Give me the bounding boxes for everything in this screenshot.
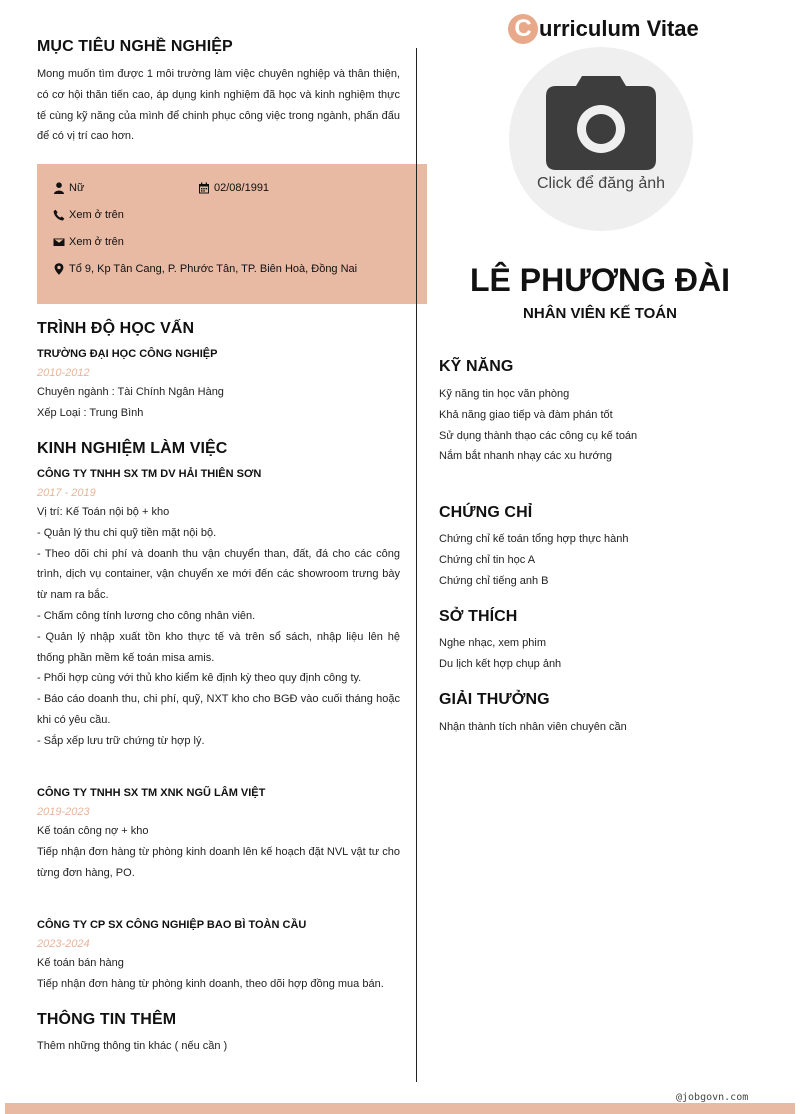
school-name: TRƯỜNG ĐẠI HỌC CÔNG NGHIỆP bbox=[37, 348, 218, 360]
list-item: Chứng chỉ kế toán tổng hợp thực hành bbox=[439, 533, 629, 545]
job-period: 2017 - 2019 bbox=[37, 487, 96, 499]
contact-box bbox=[37, 164, 427, 304]
skills-heading: KỸ NĂNG bbox=[439, 358, 514, 375]
awards-list bbox=[439, 717, 627, 738]
education-major: Chuyên ngành : Tài Chính Ngân Hàng bbox=[37, 386, 224, 398]
email-row bbox=[53, 236, 124, 248]
location-icon bbox=[53, 263, 65, 275]
extra-text: Thêm những thông tin khác ( nếu cần ) bbox=[37, 1040, 228, 1052]
job-description bbox=[37, 502, 400, 752]
hobbies-heading: SỞ THÍCH bbox=[439, 608, 518, 625]
job-description bbox=[37, 821, 400, 883]
objective-heading: MỤC TIÊU NGHỀ NGHIỆP bbox=[37, 38, 233, 55]
person-name: LÊ PHƯƠNG ĐÀI bbox=[469, 262, 731, 298]
job-line: - Chấm công tính lương cho công nhân viên. bbox=[37, 609, 256, 622]
job-description bbox=[37, 953, 400, 995]
cv-title-text: urriculum Vitae bbox=[539, 16, 699, 41]
job-line: - Quản lý nhập xuất tồn kho thực tế và trên sổ sách, nhập liệu lên hệ thống phần mềm kế toán misa amis. bbox=[37, 630, 400, 664]
cv-title bbox=[508, 14, 699, 44]
certificates-heading: CHỨNG CHỈ bbox=[439, 504, 533, 521]
person-role: NHÂN VIÊN KẾ TOÁN bbox=[523, 305, 677, 322]
email-icon bbox=[53, 236, 65, 248]
certificates-list bbox=[439, 529, 629, 591]
list-item: Sử dụng thành thạo các công cụ kế toán bbox=[439, 429, 638, 442]
list-item: Kỹ năng tin học văn phòng bbox=[439, 388, 570, 400]
phone-row bbox=[53, 209, 124, 221]
job-line: - Báo cáo doanh thu, chi phí, quỹ, NXT kho cho BGĐ vào cuối tháng hoặc khi có yêu cầu. bbox=[37, 693, 400, 726]
photo-upload[interactable] bbox=[509, 47, 693, 231]
job-line: Tiếp nhận đơn hàng từ phòng kinh doanh lên kế hoạch đặt NVL vật tư cho từng đơn hàng, PO. bbox=[37, 845, 400, 879]
list-item: Chứng chỉ tin học A bbox=[439, 553, 536, 566]
photo-upload-label: Click để đăng ảnh bbox=[536, 175, 666, 192]
address-row bbox=[53, 263, 357, 275]
education-rank: Xếp Loại : Trung Bình bbox=[37, 407, 144, 419]
job-period: 2023-2024 bbox=[37, 938, 90, 950]
awards-heading: GIẢI THƯỞNG bbox=[439, 691, 550, 708]
objective-text: Mong muốn tìm được 1 môi trường làm việc chuyên nghiệp và thân thiện, có cơ hội thăn tiến cao, áp dụng kinh nghiệm đã học và kinh nghiệm thực tế cùng kỹ năng của mình để chinh phục công việc trong ngành, phấn đấu để có vị trí cao hơn. bbox=[37, 68, 400, 143]
column-divider bbox=[416, 48, 417, 1082]
list-item: Nắm bắt nhanh nhạy các xu hướng bbox=[439, 450, 612, 463]
skills-list bbox=[439, 384, 637, 467]
job-line: Kế toán bán hàng bbox=[37, 957, 124, 969]
extra-heading: THÔNG TIN THÊM bbox=[37, 1011, 177, 1028]
address-value: Tổ 9, Kp Tân Cang, P. Phước Tân, TP. Biên Hoà, Đồng Nai bbox=[69, 263, 358, 275]
phone-icon bbox=[53, 209, 65, 221]
job-company: CÔNG TY TNHH SX TM XNK NGŨ LÂM VIỆT bbox=[37, 787, 266, 799]
job-line: Tiếp nhận đơn hàng từ phòng kinh doanh, theo dõi hợp đồng mua bán. bbox=[37, 977, 384, 990]
list-item: Nhận thành tích nhân viên chuyên cần bbox=[439, 721, 627, 733]
experience-heading: KINH NGHIỆM LÀM VIỆC bbox=[37, 440, 228, 457]
education-period: 2010-2012 bbox=[37, 367, 90, 379]
job-line: - Quản lý thu chi quỹ tiền mặt nội bộ. bbox=[37, 526, 217, 539]
hobbies-list bbox=[439, 633, 561, 675]
gender-row bbox=[53, 182, 84, 194]
job-line: - Sắp xếp lưu trữ chứng từ hợp lý. bbox=[37, 734, 205, 747]
birthdate-row bbox=[198, 182, 269, 194]
phone-value: Xem ở trên bbox=[69, 209, 124, 221]
list-item: Khả năng giao tiếp và đàm phán tốt bbox=[439, 408, 613, 421]
job-period: 2019-2023 bbox=[37, 806, 90, 818]
list-item: Chứng chỉ tiếng anh B bbox=[439, 574, 549, 587]
list-item: Du lịch kết hợp chụp ảnh bbox=[439, 657, 562, 670]
camera-icon bbox=[546, 74, 656, 170]
education-heading: TRÌNH ĐỘ HỌC VẤN bbox=[37, 320, 195, 337]
calendar-icon bbox=[198, 182, 210, 194]
job-line: - Phối hợp cùng với thủ kho kiểm kê định kỳ theo quy định công ty. bbox=[37, 672, 362, 685]
gender-value: Nữ bbox=[69, 182, 85, 194]
birthdate-value: 02/08/1991 bbox=[214, 182, 270, 194]
list-item: Nghe nhạc, xem phim bbox=[439, 637, 546, 649]
email-value: Xem ở trên bbox=[69, 236, 124, 248]
job-company: CÔNG TY CP SX CÔNG NGHIỆP BAO BÌ TOÀN CẦU bbox=[37, 919, 307, 931]
job-company: CÔNG TY TNHH SX TM DV HẢI THIÊN SƠN bbox=[37, 468, 262, 480]
cv-initial-circle: C bbox=[508, 14, 538, 44]
job-line: - Theo dõi chi phí và doanh thu vận chuyển than, đất, đá cho các công trình, dịch vụ container, vận chuyển xe mới đến các showroom trưng bày từ nam ra bắc. bbox=[37, 547, 400, 602]
person-icon bbox=[53, 182, 65, 194]
footer-bar bbox=[5, 1103, 795, 1114]
job-line: Vị trí: Kế Toán nội bộ + kho bbox=[37, 506, 170, 518]
footer-watermark: @jobgovn.com bbox=[676, 1092, 749, 1103]
job-line: Kế toán công nợ + kho bbox=[37, 825, 149, 837]
